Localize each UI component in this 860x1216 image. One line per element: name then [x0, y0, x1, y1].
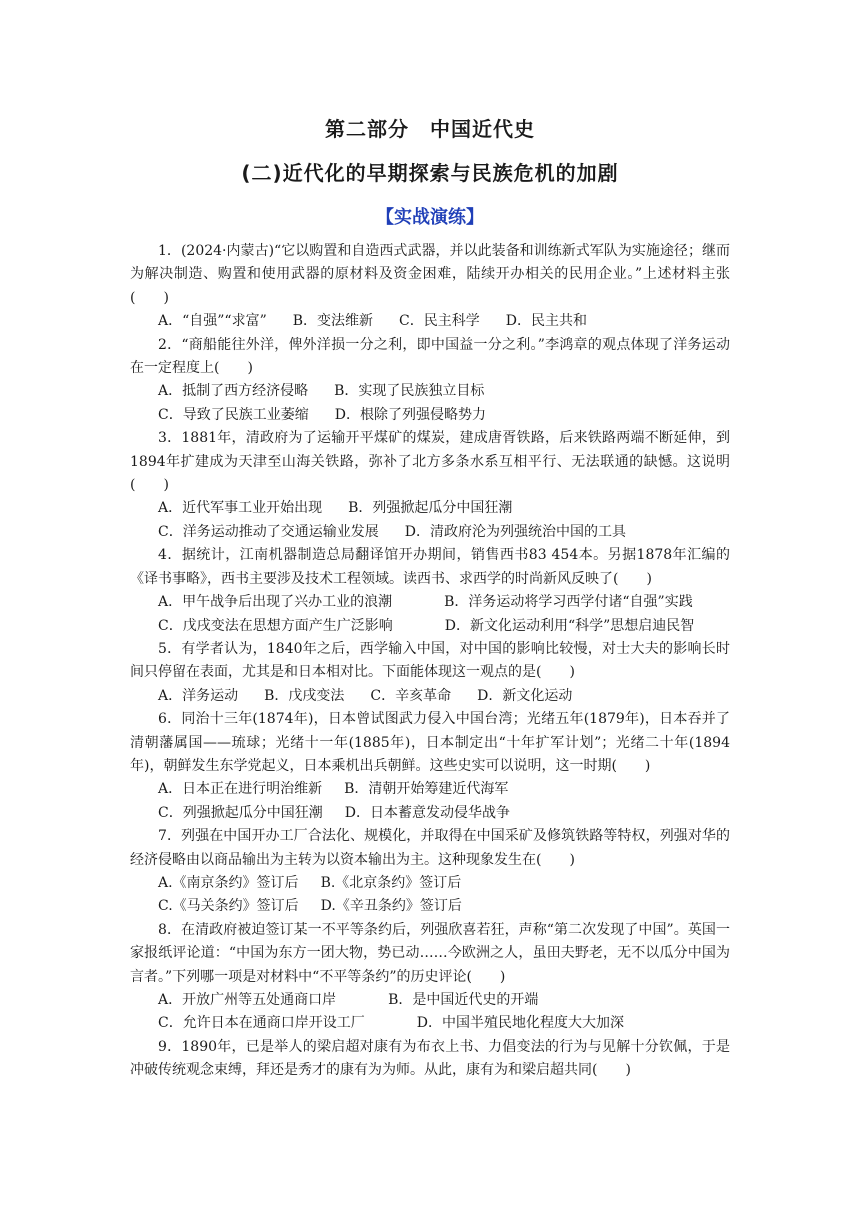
option-b: B．实现了民族独立目标 — [334, 383, 485, 400]
option-row — [130, 778, 730, 801]
question-stem: 7．列强在中国开办工厂合法化、规模化，并取得在中国采矿及修筑铁路等特权，列强对华的经济侵略由以商品输出为主转为以资本输出为主。这种现象发生在( ) — [130, 828, 730, 868]
option-c: C．戊戌变法在思想方面产生广泛影响 — [158, 617, 393, 634]
option-row — [130, 497, 730, 520]
question-stem: 4．据统计，江南机器制造总局翻译馆开办期间，销售西书83 454本。另据1878年汇编的《译书事略》，西书主要涉及技术工程领域。读西书、求西学的时尚新风反映了( ) — [130, 547, 730, 587]
option-c: C．导致了民族工业萎缩 — [158, 406, 309, 423]
option-b: B．是中国近代史的开端 — [388, 992, 539, 1008]
option-d: D．民主共和 — [505, 313, 587, 330]
question-9 — [130, 1036, 730, 1083]
option-row — [130, 1012, 730, 1035]
option-row — [130, 872, 730, 895]
option-d: D．清政府沦为列强统治中国的工具 — [404, 523, 626, 540]
option-a: A．抵制了西方经济侵略 — [158, 383, 309, 400]
option-c: C．民主科学 — [399, 313, 480, 330]
option-row — [130, 895, 730, 918]
option-d: D．根除了列强侵略势力 — [334, 406, 486, 423]
question-stem: 9．1890年，已是举人的梁启超对康有为布衣上书、力倡变法的行为与见解十分钦佩，于是冲破传统观念束缚，拜还是秀才的康有为为师。从此，康有为和梁启超共同( ) — [130, 1038, 730, 1079]
option-a: A．日本正在进行明治维新 — [158, 781, 323, 798]
question-stem: 2．“商船能往外洋，俾外洋损一分之利，即中国益一分之利。”李鸿章的观点体现了洋务运动在一定程度上( ) — [130, 336, 730, 377]
option-c: C．辛亥革命 — [370, 687, 452, 704]
option-row — [130, 404, 730, 427]
option-row — [130, 521, 730, 544]
option-a: A．甲午战争后出现了兴办工业的浪潮 — [158, 594, 393, 611]
question-3 — [130, 427, 730, 544]
option-d: D．中国半殖民地化程度大大加深 — [416, 1015, 624, 1032]
option-d: D．新文化运动利用“科学”思想启迪民智 — [444, 617, 695, 634]
question-5 — [130, 638, 730, 708]
question-stem: 3．1881年，清政府为了运输开平煤矿的煤炭，建成唐胥铁路，后来铁路两端不断延伸，到1894年扩建成为天津至山海关铁路，弥补了北方多条水系互相平行、无法联通的缺憾。这说明( ) — [130, 430, 730, 494]
option-c: C．列强掀起瓜分中国狂潮 — [158, 804, 323, 821]
option-a: A．开放广州等五处通商口岸 — [158, 992, 337, 1008]
option-row — [130, 989, 730, 1012]
option-row — [130, 591, 730, 614]
chapter-title: (二)近代化的早期探索与民族危机的加剧 — [241, 161, 619, 185]
option-b: B．清朝开始筹建近代海军 — [344, 781, 509, 798]
option-row — [130, 685, 730, 708]
option-b: B．列强掀起瓜分中国狂潮 — [348, 500, 513, 517]
option-c: C．允许日本在通商口岸开设工厂 — [158, 1015, 365, 1032]
part-title: 第二部分 中国近代史 — [325, 117, 535, 141]
question-6 — [130, 708, 730, 825]
option-d: D.《辛丑条约》签订后 — [320, 898, 462, 915]
option-a: A.《南京条约》签订后 — [158, 874, 299, 891]
option-b: B．戊戌变法 — [264, 687, 345, 704]
question-7 — [130, 825, 730, 919]
option-b: B．变法维新 — [292, 313, 374, 330]
option-c: C.《马关条约》签订后 — [158, 898, 299, 915]
question-1 — [130, 240, 730, 334]
question-stem: 6．同治十三年(1874年)，日本曾试图武力侵入中国台湾；光绪五年(1879年)，日本吞并了清朝藩属国——琉球；光绪十一年(1885年)，日本制定出“十年扩军计划”；光绪二十年(1894年)，朝鲜发生东学党起义，日本乘机出兵朝鲜。这些史实可以说明，这一时期( ) — [130, 711, 730, 774]
question-stem: 8．在清政府被迫签订某一不平等条约后，列强欣喜若狂，声称“第二次发现了中国”。英国一家报纸评论道：“中国为东方一团大物，势已动……今欧洲之人，虽田夫野老，无不以瓜分中国为言者。”下列哪一项是对材料中“不平等条约”的历史评论( ) — [130, 921, 730, 985]
section-title: 【实战演练】 — [376, 207, 484, 228]
option-b: B.《北京条约》签订后 — [320, 874, 462, 891]
option-row — [130, 802, 730, 825]
question-stem: 5．有学者认为，1840年之后，西学输入中国，对中国的影响比较慢，对士大夫的影响长时间只停留在表面，尤其是和日本相对比。下面能体现这一观点的是( ) — [130, 640, 730, 681]
option-row — [130, 615, 730, 638]
option-row — [130, 380, 730, 403]
question-stem: 1．(2024·内蒙古)“它以购置和自造西式武器，并以此装备和训练新式军队为实施途径；继而为解决制造、购置和使用武器的原材料及资金困难，陆续开办相关的民用企业。”上述材料主张( ) — [130, 243, 730, 306]
option-a: A．“自强”“求富” — [158, 313, 267, 330]
option-c: C．洋务运动推动了交通运输业发展 — [158, 523, 379, 540]
option-row — [130, 310, 730, 333]
option-a: A．近代军事工业开始出现 — [158, 500, 323, 517]
option-b: B．洋务运动将学习西学付诸“自强”实践 — [444, 594, 693, 611]
question-4 — [130, 544, 730, 638]
question-8 — [130, 919, 730, 1036]
option-d: D．日本蓄意发动侵华战争 — [344, 804, 510, 821]
option-d: D．新文化运动 — [477, 687, 573, 704]
option-a: A．洋务运动 — [158, 687, 239, 704]
question-list — [130, 240, 730, 1083]
question-2 — [130, 334, 730, 428]
